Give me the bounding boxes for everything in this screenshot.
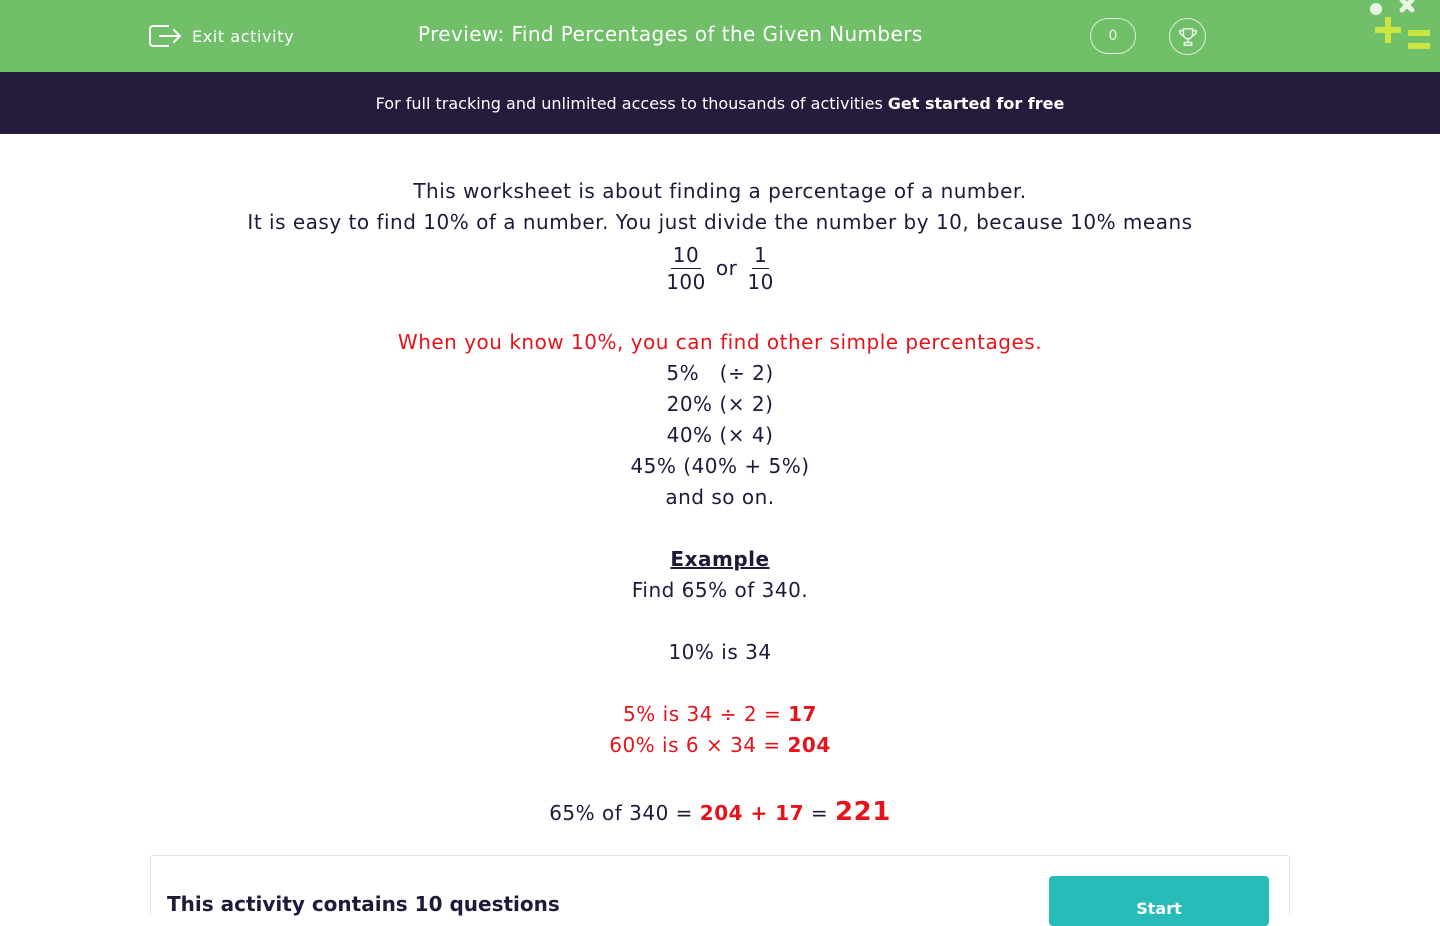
example-question: Find 65% of 340. (631, 578, 809, 602)
start-button[interactable]: Start (1049, 876, 1269, 926)
trophy-icon (1177, 26, 1199, 48)
fraction-one-tenth (747, 242, 773, 295)
rule-line: 45% (40% + 5%) (630, 454, 810, 478)
rule-line: 20% (× 2) (666, 392, 774, 416)
brand-logo-icon (1366, 0, 1436, 56)
final-answer: 221 (835, 797, 891, 827)
exit-icon (148, 22, 182, 50)
rule-line: and so on. (665, 485, 775, 509)
fraction-ten-hundredths (666, 242, 706, 295)
exit-activity-button[interactable] (148, 20, 294, 52)
score-badge: 0 (1090, 18, 1136, 54)
promo-text: For full tracking and unlimited access to thousands of activities (375, 93, 883, 113)
fraction-numerator: 10 (672, 242, 700, 267)
trophy-button[interactable] (1169, 18, 1206, 55)
promo-banner (0, 72, 1440, 134)
or-word: or (715, 256, 738, 280)
fraction-row (150, 240, 1290, 296)
get-started-link[interactable]: Get started for free (887, 93, 1065, 113)
step-2-value: 17 (788, 702, 817, 726)
final-equals: = (810, 801, 829, 825)
fraction-denominator: 100 (666, 269, 706, 294)
worksheet-intro (150, 176, 1290, 832)
question-count-text: This activity contains 10 questions (167, 892, 560, 916)
fraction-denominator: 10 (747, 269, 774, 294)
final-sum: 204 + 17 (699, 801, 805, 825)
step-2-text: 5% is 34 ÷ 2 = (623, 702, 782, 726)
example-final-answer (150, 792, 1290, 832)
step-3-value: 204 (787, 733, 831, 757)
final-prefix: 65% of 340 = (549, 801, 693, 825)
exit-activity-label: Exit activity (192, 26, 295, 46)
example-heading: Example (670, 547, 770, 571)
step-3-text: 60% is 6 × 34 = (609, 733, 781, 757)
rule-line: 5% (÷ 2) (666, 361, 774, 385)
example-step-3 (150, 730, 1290, 761)
intro-line-1: This worksheet is about finding a percentage of a number. (413, 179, 1027, 203)
page-title: Preview: Find Percentages of the Given Numbers (418, 22, 923, 46)
top-bar (0, 0, 1440, 72)
example-step-2 (150, 699, 1290, 730)
activity-card (150, 855, 1290, 918)
fraction-numerator: 1 (753, 242, 768, 267)
intro-line-2: It is easy to find 10% of a number. You just divide the number by 10, because 10% means (247, 210, 1193, 234)
example-step-1: 10% is 34 (668, 640, 772, 664)
rule-line: 40% (× 4) (666, 423, 774, 447)
tip-text: When you know 10%, you can find other simple percentages. (397, 330, 1043, 354)
